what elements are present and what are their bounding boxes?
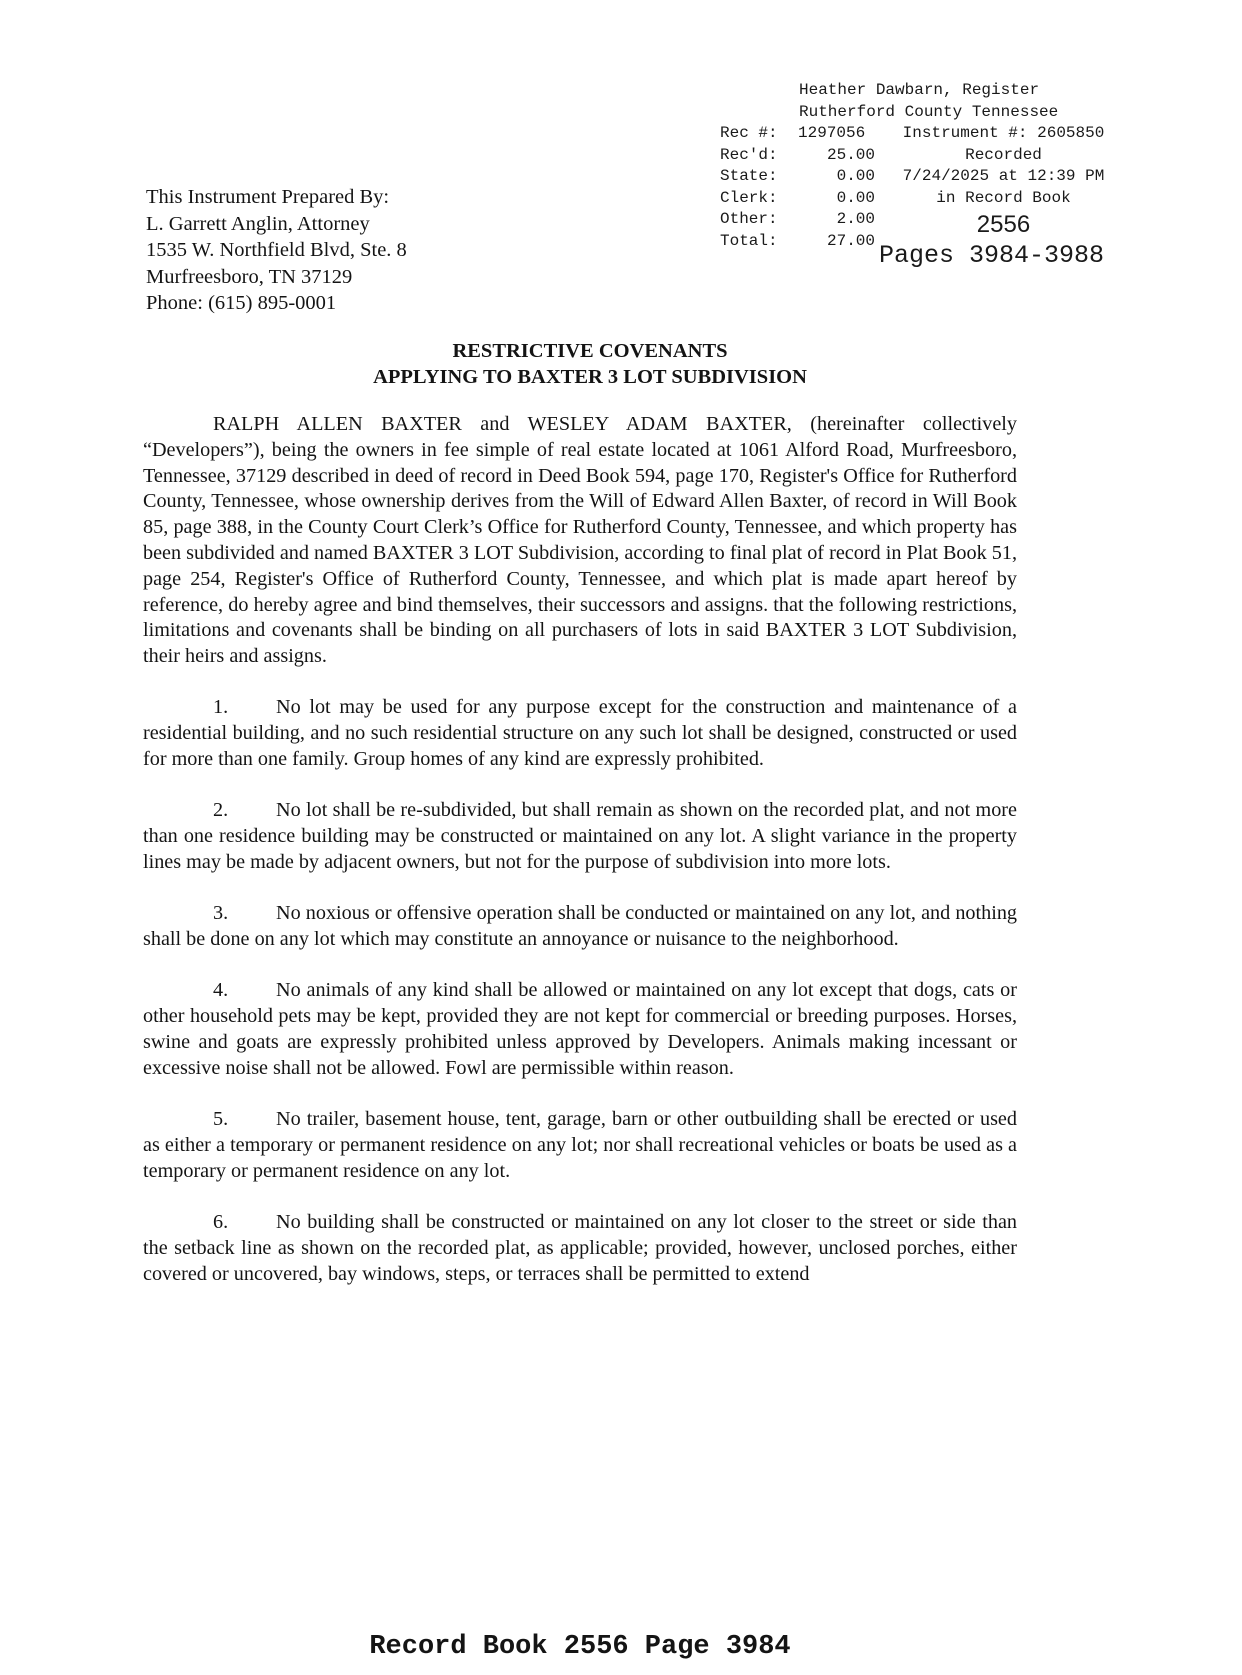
fee-label: State: [720, 167, 778, 185]
instrument-row [887, 123, 1120, 145]
covenant-number: 4. [213, 979, 229, 1002]
fee-label: Clerk: [720, 188, 778, 207]
fee-value: 0.00 [836, 167, 875, 185]
preparer-address-line1: 1535 W. Northfield Blvd, Ste. 8 [146, 239, 407, 261]
covenant-item [143, 798, 1017, 875]
page-footer-record-reference: Record Book 2556 Page 3984 [369, 1632, 791, 1662]
rec-number-value: 1297056 [798, 124, 866, 142]
title-line-1: RESTRICTIVE COVENANTS [452, 340, 728, 362]
fee-table [720, 123, 875, 272]
fee-row [720, 166, 875, 188]
fee-value: 25.00 [826, 145, 875, 164]
document-title [0, 338, 1180, 390]
prepared-by-heading: This Instrument Prepared By: [146, 186, 390, 208]
covenant-text: No trailer, basement house, tent, garage, barn or other outbuilding shall be erected or used as either a temporary or permanent residence on any lot; nor shall recreational vehicles or boats be used as a temporary or permanent residence on any lot. [143, 1108, 1017, 1182]
fee-row [720, 145, 875, 167]
covenant-item [143, 1107, 1017, 1184]
covenant-text: No building shall be constructed or maintained on any lot closer to the street or side than the setback line as shown on the recorded plat, as applicable; provided, however, unclosed porches, either covered or uncovered, bay windows, steps, or terraces shall be permitted to extend [143, 1210, 1017, 1285]
covenant-number: 1. [213, 696, 229, 719]
fee-row [720, 188, 875, 210]
fee-label: Other: [720, 210, 778, 228]
covenant-text: No lot may be used for any purpose except for the construction and maintenance of a residential building, and no such residential structure on any such lot shall be designed, constructed or used for more than one family. Group homes of any kind are expressly prohibited. [143, 696, 1017, 771]
recording-stamp [720, 80, 1120, 272]
preparer-phone: Phone: (615) 895-0001 [146, 292, 337, 314]
fee-label: Total: [720, 231, 778, 250]
covenant-text: No animals of any kind shall be allowed or maintained on any lot except that dogs, cats or other household pets may be kept, provided they are not kept for commercial or breeding purposes. Horses, swine and goats are expressly prohibited unless approved by Developers. Animals making incessant or excessive noise shall not be allowed. Fowl are permissible within reason. [143, 979, 1017, 1079]
covenant-item [143, 978, 1017, 1081]
record-pages: Pages 3984-3988 [878, 241, 1105, 270]
fee-value: 27.00 [826, 231, 875, 250]
instrument-number: 2605850 [1037, 124, 1105, 142]
intro-paragraph: RALPH ALLEN BAXTER and WESLEY ADAM BAXTER, (hereinafter collectively “Developers”), being the owners in fee simple of real estate located at 1061 Alford Road, Murfreesboro, Tennessee, 37129 described in deed of record in Deed Book 594, page 170, Register's Office for Rutherford County, Tennessee, whose ownership derives from the Will of Edward Allen Baxter, of record in Will Book 85, page 388, in the County Court Clerk’s Office for Rutherford County, Tennessee, and which property has been subdivided and named BAXTER 3 LOT Subdivision, according to final plat of record in Plat Book 51, page 254, Register's Office of Rutherford County, Tennessee, and which plat is made apart hereof by reference, do hereby agree and bind themselves, their successors and assigns. that the following restrictions, limitations and covenants shall be binding on all purchasers of lots in said BAXTER 3 LOT Subdivision, their heirs and assigns. [143, 413, 1017, 668]
recording-info [875, 123, 1120, 272]
fee-row [720, 209, 875, 231]
fee-row [720, 231, 875, 253]
covenant-number: 2. [213, 799, 229, 822]
rec-number-label: Rec #: [720, 124, 778, 142]
covenant-item [143, 1210, 1017, 1287]
covenant-text: No lot shall be re-subdivided, but shall remain as shown on the recorded plat, and not more than one residence building may be constructed or maintained on any lot. A slight variance in the property lines may be made by adjacent owners, but not for the purpose of subdivision into more lots. [143, 799, 1017, 873]
covenant-number: 5. [213, 1108, 229, 1131]
in-record-book-label: in Record Book [936, 188, 1071, 207]
rec-number-row [720, 123, 875, 145]
title-line-2: APPLYING TO BAXTER 3 LOT SUBDIVISION [373, 366, 807, 388]
prepared-by-block [146, 184, 407, 317]
record-book-number: 2556 [976, 211, 1031, 238]
fee-value: 2.00 [836, 210, 875, 228]
recorded-label: Recorded [965, 145, 1042, 164]
county-name: Rutherford County Tennessee [799, 102, 1059, 121]
fee-value: 0.00 [836, 188, 875, 207]
covenant-number: 6. [213, 1210, 229, 1233]
covenant-item [143, 695, 1017, 772]
covenant-item [143, 901, 1017, 953]
preparer-address-line2: Murfreesboro, TN 37129 [146, 265, 353, 288]
document-body [143, 412, 1017, 1313]
fee-label: Rec'd: [720, 145, 778, 164]
covenant-text: No noxious or offensive operation shall be conducted or maintained on any lot, and nothing shall be done on any lot which may constitute an annoyance or nuisance to the neighborhood. [143, 902, 1017, 951]
covenant-number: 3. [213, 902, 229, 925]
preparer-name: L. Garrett Anglin, Attorney [146, 212, 370, 235]
register-name: Heather Dawbarn, Register [799, 81, 1040, 99]
recorded-datetime: 7/24/2025 at 12:39 PM [902, 167, 1105, 185]
instrument-label: Instrument #: [902, 124, 1028, 142]
